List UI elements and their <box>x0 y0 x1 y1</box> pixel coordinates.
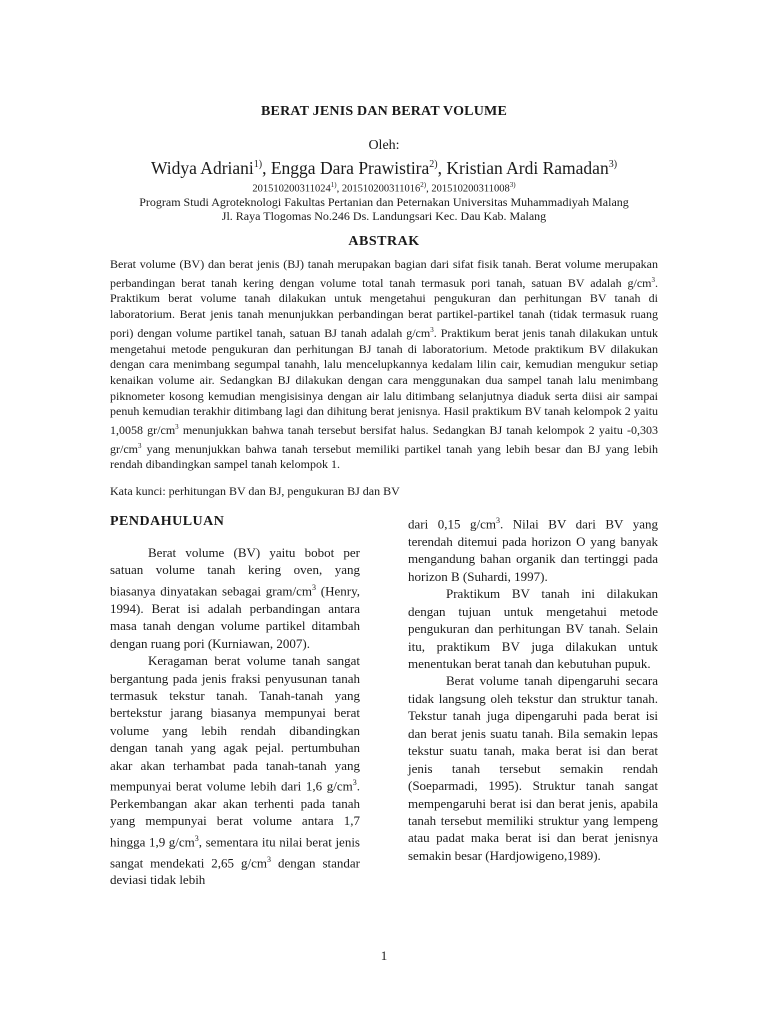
intro-paragraph-3: Praktikum BV tanah ini dilakukan dengan tujuan untuk mengetahui metode pengukuran dan perhitungan BV tanah. Selain itu, praktikum BV juga dilakukan untuk menentukan berat tanah dan kebutuhan pupuk. <box>408 586 658 671</box>
author-3: , Kristian Ardi Ramadan <box>437 157 609 178</box>
page-number: 1 <box>380 948 388 963</box>
affiliation: Program Studi Agroteknologi Fakultas Pertanian dan Peternakan Universitas Muhammadiyah Malang <box>139 195 629 210</box>
author-list: Widya Adriani$^{1)}$, Engga Dara Prawistira$^{2)}$, Kristian Ardi Ramadan$^{3)}$ <box>150 157 618 178</box>
paper-title: BERAT JENIS DAN BERAT VOLUME <box>261 104 507 119</box>
intro-paragraph-1: Berat volume (BV) yaitu bobot per satuan volume tanah kering oven, yang biasanya dinyatakan sebagai gram/$cm^3$ (Henry, 1994). Berat isi adalah perbandingan antara masa tanah dengan volume partikel ditambah dengan ruang pori (Kurniawan, 2007). <box>110 545 360 651</box>
intro-paragraph-4: Berat volume tanah dipengaruhi secara tidak langsung oleh tekstur dan struktur tanah. Tekstur tanah juga dipengaruhi pada berat isi dan berat jenis suatu tanah. Bila semakin lepas tekstur suatu tanah, maka berat isi dan berat jenis tanah tersebut semakin rendah (Soeparmadi, 1995). Struktur tanah sangat mempengaruhi berat isi dan berat jenis, apabila tanah tersebut memiliki struktur yang lempeng atau padat maka berat isi dan berat jenisnya semakin besar (Hardjowigeno,1989). <box>408 673 658 863</box>
byline <box>0 138 768 223</box>
author-2: , Engga Dara Prawistira <box>262 157 430 178</box>
intro-paragraph-2-continued: dari 0,15 $g/cm^3$. Nilai BV dari BV yang terendah ditemui pada horizon O yang banyak mengandung bahan organik dan tertinggi pada horizon B (Suhardi, 1997). <box>408 516 658 584</box>
oleh-label: Oleh: <box>368 138 400 153</box>
column-left <box>110 512 360 889</box>
intro-paragraph-2: Keragaman berat volume tanah sangat bergantung pada jenis fraksi penyusunan tanah termasuk tekstur tanah. Tanah-tanah yang bertekstur jarang biasanya mempunyai berat volume yang lebih rendah dibandingkan dengan tanah yang agak pejal. pertumbuhan akar akan terhambat pada tanah-tanah yang mempunyai berat volume lebih dari 1,6 $g/cm^3$. Perkembangan akar akan terhenti pada tanah yang mempunyai berat volume antara 1,7 hingga 1,9 $g/cm^3$, sementara itu nilai berat jenis sangat mendekati 2,65 $g/cm^3$ dengan standar deviasi tidak lebih <box>110 653 360 888</box>
abstract-text: Berat volume (BV) dan berat jenis (BJ) tanah merupakan bagian dari sifat fisik tanah. Berat volume merupakan perbandingan berat tanah kering dengan volume total tanah termasuk pori tanah, satuan BV adalah $g/cm^3$. Praktikum berat volume tanah dilakukan untuk mengetahui pengukuran dan perhitungan BV tanah di laboratorium. Berat jenis tanah menunjukkan perbandingan berat partikel-partikel tanah (tidak termasuk ruang pori) dengan volume partikel tanah, satuan BJ tanah adalah $g/cm^3$. Praktikum berat jenis tanah dilakukan untuk mengetahui metode pengukuran dan perhitungan BJ tanah di laboratorium. Metode praktikum BV dilakukan dengan cara menimbang segumpal tanahh, lalu mencelupkannya kedalam lilin cair, kemudian mengukur setiap kenaikan volume air. Sedangkan BJ dilakukan dengan cara menggunakan dua sampel tanah lalu menimbang piknometer kosong kemudian mengisisinya dengan air lalu ditimbang selanjutnya diaduk serta diisi air sampai penuh kemudian terakhir ditimbang lagi dan dihitung berat jenisnya. Hasil praktikum BV tanah kelompok 2 yaitu 1,0058 $gr/cm^3$ menunjukkan bahwa tanah tersebut bersifat halus. Sedangkan BJ tanah kelompok 2 yaitu -0,303 $gr/cm^3$ yang menunjukkan bahwa tanah tersebut memiliki partikel tanah yang lebih besar dan BJ yang lebih rendah dibandingkan sampel tanah kelompok 1. <box>110 257 658 472</box>
section-heading-pendahuluan: PENDAHULUAN <box>110 514 225 529</box>
keywords: Kata kunci: perhitungan BV dan BJ, pengukuran BJ dan BV <box>110 484 400 498</box>
address: Jl. Raya Tlogomas No.246 Ds. Landungsari Kec. Dau Kab. Malang <box>221 209 547 224</box>
abstract-heading: ABSTRAK <box>348 234 420 249</box>
column-right <box>408 512 658 864</box>
student-ids: 201510200311024$^{1)}$, 201510200311016$^{2)}$, 201510200311008$^{3)}$ <box>252 180 516 195</box>
author-1: Widya Adriani <box>150 157 254 178</box>
